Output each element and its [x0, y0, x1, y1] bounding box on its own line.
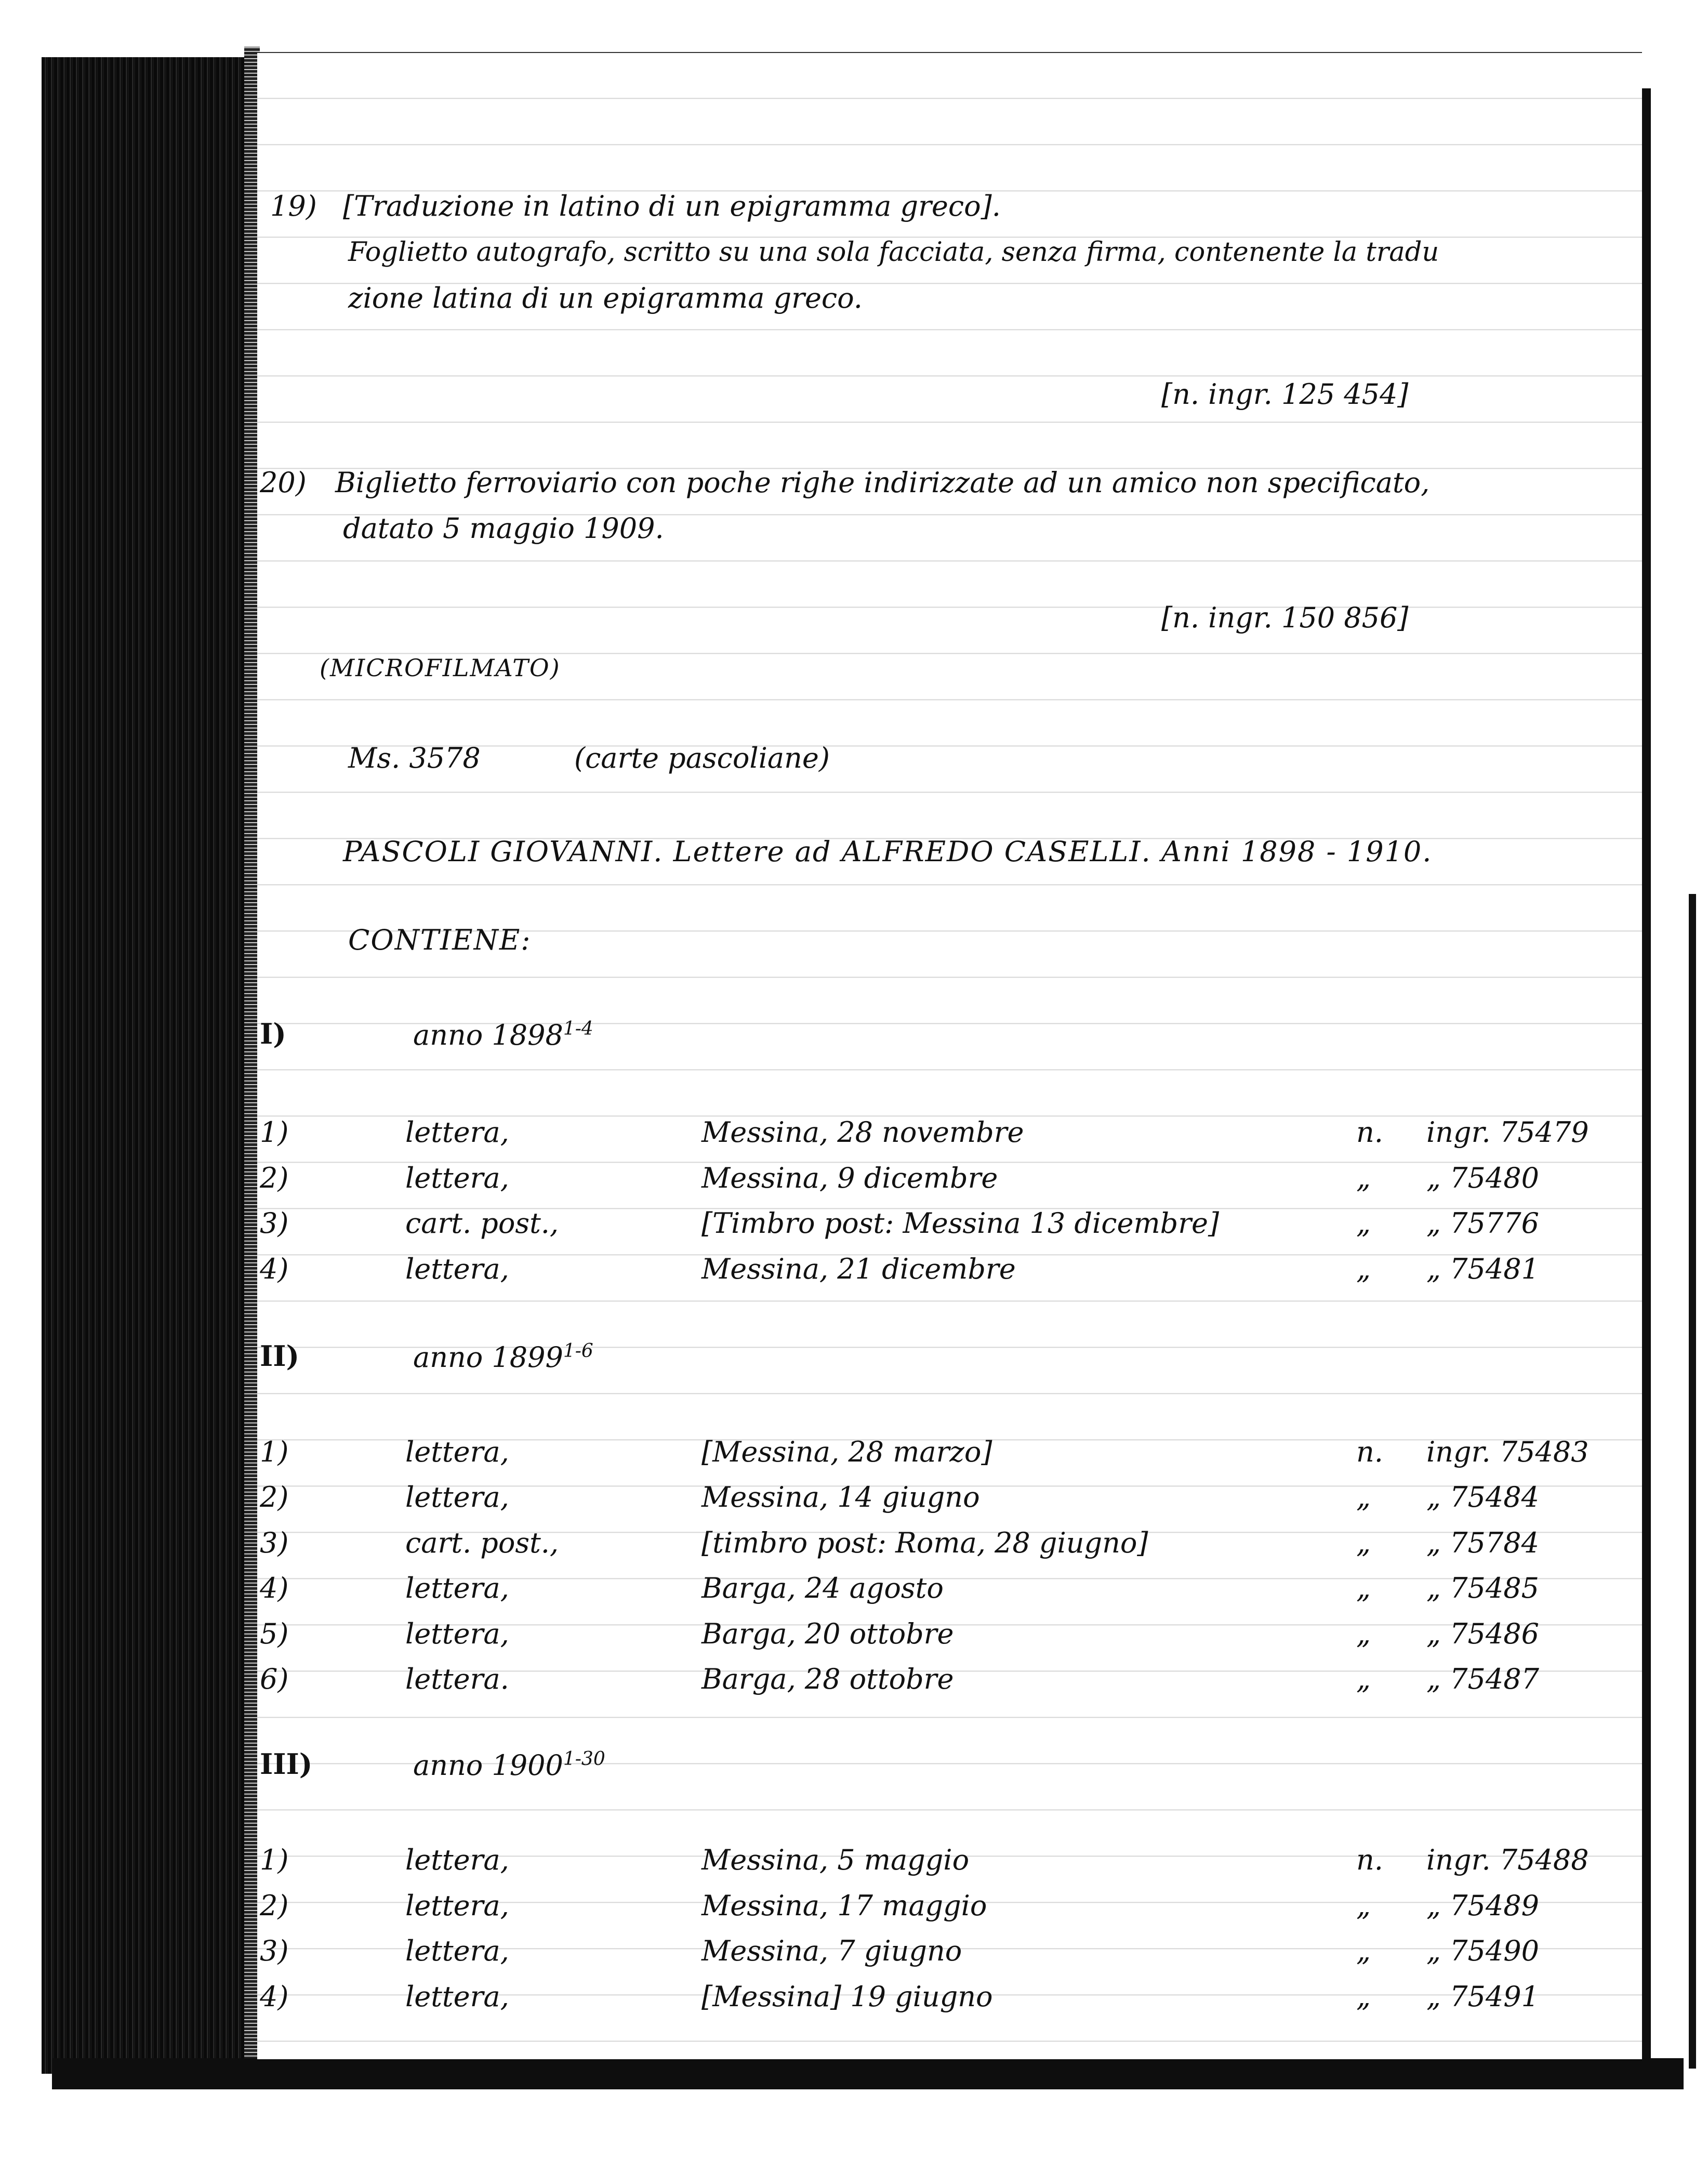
- list-item-number: 3): [260, 1526, 289, 1559]
- list-item-inventory: „ 75484: [1426, 1481, 1539, 1513]
- section-2-numeral: II): [260, 1339, 300, 1373]
- list-item-type: lettera,: [405, 1889, 509, 1922]
- list-item-place: [timbro post: Roma, 28 giugno]: [701, 1526, 1148, 1559]
- list-item-type: lettera,: [405, 1162, 509, 1194]
- microfilm-note: (MICROFILMATO): [320, 654, 561, 682]
- list-item-prefix: „: [1356, 1207, 1371, 1240]
- entry-19-title: [Traduzione in latino di un epigramma greco].: [343, 190, 1001, 222]
- manuscript-note: (carte pascoliane): [574, 742, 830, 774]
- list-item-prefix: n.: [1356, 1436, 1383, 1468]
- list-item-prefix: „: [1356, 1162, 1371, 1194]
- list-item-number: 4): [260, 1572, 289, 1604]
- list-item-prefix: „: [1356, 1889, 1371, 1922]
- entry-19-description-line1: Foglietto autografo, scritto su una sola facciata, senza firma, contenente la tradu: [348, 237, 1439, 268]
- list-item-place: [Messina, 28 marzo]: [701, 1436, 992, 1468]
- list-item-prefix: „: [1356, 1481, 1371, 1513]
- list-item-number: 3): [260, 1934, 289, 1967]
- list-item-type: lettera,: [405, 1617, 509, 1650]
- list-item-number: 4): [260, 1980, 289, 2013]
- list-item-prefix: „: [1356, 1980, 1371, 2013]
- list-item-prefix: „: [1356, 1934, 1371, 1967]
- list-item-number: 1): [260, 1436, 289, 1468]
- entry-20-description-line1: Biglietto ferroviario con poche righe indirizzate ad un amico non specificato,: [335, 466, 1430, 499]
- list-item-type: lettera,: [405, 1844, 509, 1876]
- list-item-prefix: n.: [1356, 1844, 1383, 1876]
- entry-20-description-line2: datato 5 maggio 1909.: [343, 512, 664, 545]
- list-item-place: Messina, 5 maggio: [701, 1844, 970, 1876]
- section-1-numeral: I): [260, 1017, 286, 1050]
- list-item-place: Barga, 28 ottobre: [701, 1663, 954, 1695]
- book-spine: [42, 57, 260, 2074]
- list-item-place: Barga, 20 ottobre: [701, 1617, 954, 1650]
- list-item-number: 1): [260, 1116, 289, 1149]
- list-item-number: 2): [260, 1162, 289, 1194]
- list-item-type: lettera,: [405, 1934, 509, 1967]
- list-item-prefix: „: [1356, 1526, 1371, 1559]
- list-item-inventory: ingr. 75488: [1426, 1844, 1589, 1876]
- list-item-number: 3): [260, 1207, 289, 1240]
- list-item-type: lettera,: [405, 1116, 509, 1149]
- section-1-year: anno 1898$^{1-4}$: [413, 1018, 593, 1051]
- list-item-inventory: ingr. 75483: [1426, 1436, 1589, 1468]
- list-item-inventory: „ 75489: [1426, 1889, 1539, 1922]
- notebook-page: [257, 52, 1642, 2059]
- list-item-type: lettera,: [405, 1980, 509, 2013]
- list-item-inventory: „ 75491: [1426, 1980, 1539, 2013]
- list-item-inventory: „ 75486: [1426, 1617, 1539, 1650]
- list-item-inventory: „ 75487: [1426, 1663, 1539, 1695]
- list-item-prefix: „: [1356, 1617, 1371, 1650]
- list-item-number: 5): [260, 1617, 289, 1650]
- list-item-type: lettera,: [405, 1253, 509, 1285]
- section-3-numeral: III): [260, 1747, 313, 1781]
- list-item-place: Messina, 21 dicembre: [701, 1253, 1016, 1285]
- list-item-place: [Timbro post: Messina 13 dicembre]: [701, 1207, 1220, 1240]
- section-3-year: anno 1900$^{1-30}$: [413, 1748, 605, 1782]
- list-item-type: lettera,: [405, 1481, 509, 1513]
- list-item-place: Messina, 7 giugno: [701, 1934, 962, 1967]
- collection-heading: PASCOLI GIOVANNI. Lettere ad ALFREDO CASELLI. Anni 1898 - 1910.: [343, 835, 1433, 868]
- list-item-inventory: „ 75485: [1426, 1572, 1539, 1604]
- list-item-inventory: „ 75480: [1426, 1162, 1539, 1194]
- entry-19-number: 19): [270, 190, 317, 222]
- list-item-type: cart. post.,: [405, 1526, 559, 1559]
- list-item-place: Messina, 28 novembre: [701, 1116, 1024, 1149]
- list-item-inventory: „ 75481: [1426, 1253, 1539, 1285]
- list-item-number: 2): [260, 1889, 289, 1922]
- list-item-type: cart. post.,: [405, 1207, 559, 1240]
- list-item-prefix: „: [1356, 1572, 1371, 1604]
- entry-19-description-line2: zione latina di un epigramma greco.: [348, 282, 863, 314]
- list-item-type: lettera.: [405, 1663, 509, 1695]
- list-item-prefix: „: [1356, 1253, 1371, 1285]
- entry-20-number: 20): [260, 466, 307, 499]
- list-item-place: Messina, 14 giugno: [701, 1481, 980, 1513]
- list-item-inventory: „ 75784: [1426, 1526, 1539, 1559]
- list-item-type: lettera,: [405, 1436, 509, 1468]
- list-item-number: 6): [260, 1663, 289, 1695]
- entry-19-inventory: [n. ingr. 125 454]: [1161, 378, 1409, 411]
- entry-20-inventory: [n. ingr. 150 856]: [1161, 601, 1409, 634]
- list-item-number: 2): [260, 1481, 289, 1513]
- list-item-inventory: „ 75490: [1426, 1934, 1539, 1967]
- list-item-place: Barga, 24 agosto: [701, 1572, 944, 1604]
- bottom-page-edge: [52, 2058, 1684, 2089]
- list-item-number: 1): [260, 1844, 289, 1876]
- list-item-inventory: ingr. 75479: [1426, 1116, 1589, 1149]
- list-item-type: lettera,: [405, 1572, 509, 1604]
- list-item-number: 4): [260, 1253, 289, 1285]
- list-item-prefix: n.: [1356, 1116, 1383, 1149]
- manuscript-label: Ms. 3578: [348, 742, 481, 774]
- section-2-year: anno 1899$^{1-6}$: [413, 1340, 593, 1374]
- list-item-place: Messina, 9 dicembre: [701, 1162, 998, 1194]
- list-item-inventory: „ 75776: [1426, 1207, 1539, 1240]
- list-item-prefix: „: [1356, 1663, 1371, 1695]
- list-item-place: [Messina] 19 giugno: [701, 1980, 993, 2013]
- right-page-edge-lower: [1689, 894, 1696, 2069]
- contents-label: CONTIENE:: [348, 924, 532, 956]
- list-item-place: Messina, 17 maggio: [701, 1889, 987, 1922]
